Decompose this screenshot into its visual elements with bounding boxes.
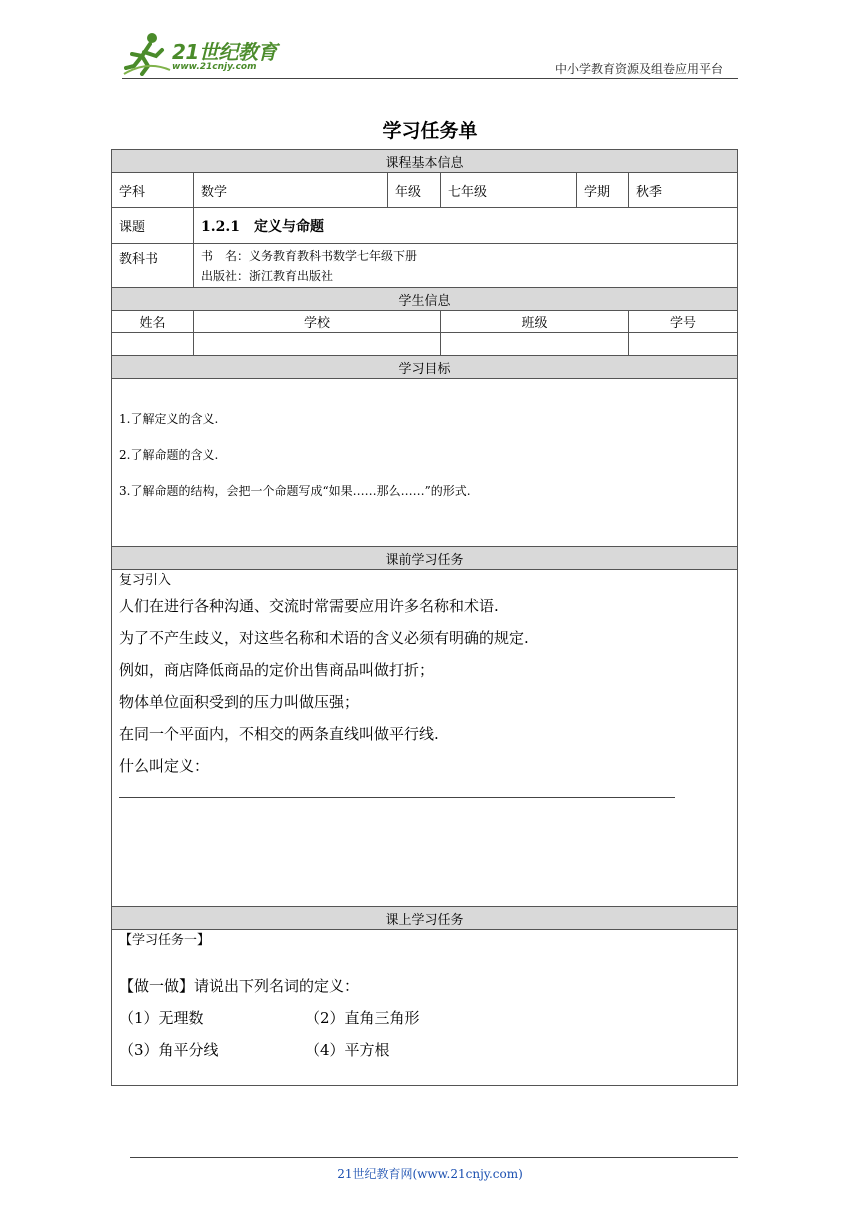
footer-link[interactable]: 21世纪教育网(www.21cnjy.com) xyxy=(337,1167,523,1181)
text-line: 人们在进行各种沟通、交流时常需要应用许多名称和术语. xyxy=(119,597,499,615)
header-class: 班级 xyxy=(441,311,629,333)
section-goals: 学习目标 xyxy=(112,356,738,379)
header-school: 学校 xyxy=(194,311,441,333)
textbook-publisher: 出版社：浙江教育出版社 xyxy=(201,268,334,283)
topic-value: 1.2.1 定义与命题 xyxy=(194,208,738,244)
site-logo[interactable] xyxy=(122,30,292,80)
class-input-cell[interactable] xyxy=(441,333,629,356)
textbook-name: 书 名：义务教育教科书数学七年级下册 xyxy=(201,248,418,263)
answer-line[interactable] xyxy=(119,796,675,798)
textbook-info xyxy=(194,244,738,288)
platform-name: 中小学教育资源及组卷应用平台 xyxy=(554,62,723,76)
text-line: 在同一个平面内，不相交的两条直线叫做平行线. xyxy=(119,725,439,743)
subject-value: 数学 xyxy=(194,173,388,208)
section-pre-class: 课前学习任务 xyxy=(112,547,738,570)
page-title: 学习任务单 xyxy=(382,120,478,142)
question-what-is-definition: 什么叫定义： xyxy=(119,757,210,775)
text-line: 例如，商店降低商品的定价出售商品叫做打折； xyxy=(119,661,435,679)
task-title: 【学习任务一】 xyxy=(119,933,211,948)
logo-text: 21世纪教育 xyxy=(172,40,277,64)
term-item: （1）无理数 xyxy=(119,1009,204,1027)
task-sheet-table xyxy=(111,149,738,1086)
header-name: 姓名 xyxy=(112,311,194,333)
term-item: （4）平方根 xyxy=(305,1041,390,1059)
section-in-class: 课上学习任务 xyxy=(112,907,738,930)
term-row xyxy=(119,1034,730,1066)
student-id-input-cell[interactable] xyxy=(629,333,738,356)
header-student-id: 学号 xyxy=(629,311,738,333)
goals-list xyxy=(112,379,738,547)
school-input-cell[interactable] xyxy=(194,333,441,356)
term-value: 秋季 xyxy=(629,173,738,208)
term-item: （2）直角三角形 xyxy=(305,1009,420,1027)
grade-value: 七年级 xyxy=(441,173,577,208)
term-label: 学期 xyxy=(577,173,629,208)
logo-url: www.21cnjy.com xyxy=(172,62,257,72)
section-student-info: 学生信息 xyxy=(112,288,738,311)
goal-item: 1.了解定义的含义. xyxy=(119,412,219,426)
textbook-label: 教科书 xyxy=(112,244,194,288)
goal-item: 3.了解命题的结构，会把一个命题写成“如果……那么……”的形式. xyxy=(119,484,471,498)
runner-icon xyxy=(122,30,172,76)
task-prompt: 【做一做】请说出下列名词的定义： xyxy=(119,977,360,995)
subject-label: 学科 xyxy=(112,173,194,208)
page-header xyxy=(0,0,860,90)
grade-label: 年级 xyxy=(388,173,441,208)
text-line: 为了不产生歧义，对这些名称和术语的含义必须有明确的规定. xyxy=(119,629,529,647)
header-divider xyxy=(122,78,738,79)
topic-label: 课题 xyxy=(112,208,194,244)
name-input-cell[interactable] xyxy=(112,333,194,356)
section-course-info: 课程基本信息 xyxy=(112,150,738,173)
term-row xyxy=(119,1002,730,1034)
review-subtitle: 复习引入 xyxy=(119,573,172,588)
text-line: 物体单位面积受到的压力叫做压强； xyxy=(119,693,360,711)
term-item: （3）角平分线 xyxy=(119,1041,219,1059)
in-class-content xyxy=(112,930,738,1086)
pre-class-content xyxy=(112,570,738,907)
goal-item: 2.了解命题的含义. xyxy=(119,448,219,462)
footer-divider xyxy=(130,1157,738,1158)
